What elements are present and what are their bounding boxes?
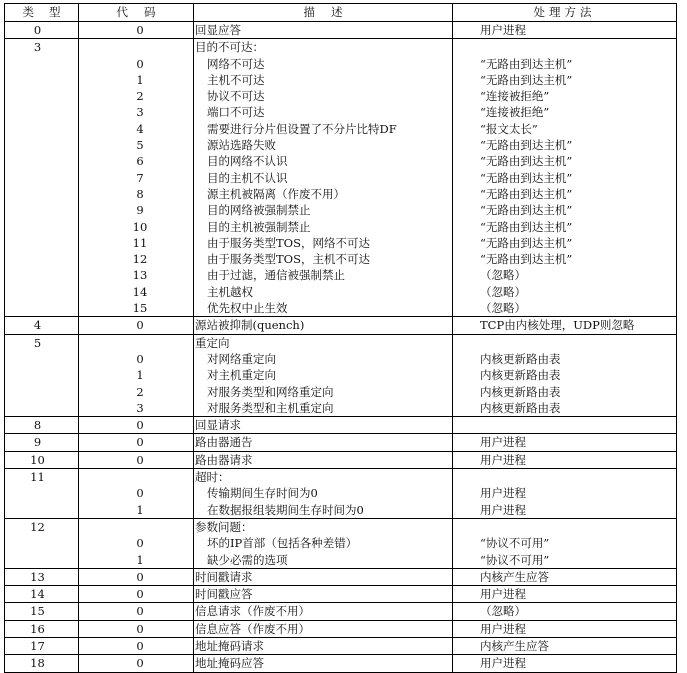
table-row — [5, 137, 677, 153]
header-code: 代码 — [79, 4, 194, 22]
handling-cell: 内核产生应答 — [453, 637, 677, 654]
description-cell: 网络不可达 — [194, 56, 453, 72]
handling-cell: 用户进程 — [453, 451, 677, 468]
type-cell: 15 — [5, 603, 79, 620]
type-cell — [5, 153, 79, 169]
type-cell: 16 — [5, 620, 79, 637]
type-cell — [5, 219, 79, 235]
description-cell: 目的网络不认识 — [194, 153, 453, 169]
handling-cell: “无路由到达主机” — [453, 153, 677, 169]
code-cell: 10 — [79, 219, 194, 235]
table-row — [5, 603, 677, 620]
table-row — [5, 334, 677, 351]
handling-cell: （忽略） — [453, 284, 677, 300]
header-handling: 处理方法 — [453, 4, 677, 22]
type-cell: 0 — [5, 22, 79, 39]
type-cell: 10 — [5, 451, 79, 468]
table-row — [5, 22, 677, 39]
description-cell: 目的不可达： — [194, 39, 453, 56]
description-cell: 参数问题： — [194, 518, 453, 535]
table-row — [5, 451, 677, 468]
handling-cell: “无路由到达主机” — [453, 137, 677, 153]
type-cell — [5, 186, 79, 202]
table-row — [5, 469, 677, 486]
description-cell: 超时： — [194, 469, 453, 486]
handling-cell: （忽略） — [453, 300, 677, 317]
table-row — [5, 434, 677, 451]
table-row — [5, 219, 677, 235]
type-cell: 11 — [5, 469, 79, 486]
type-cell — [5, 284, 79, 300]
table-row — [5, 39, 677, 56]
code-cell: 0 — [79, 655, 194, 672]
table-row — [5, 535, 677, 551]
code-cell: 7 — [79, 170, 194, 186]
table-row — [5, 637, 677, 654]
code-cell — [79, 469, 194, 486]
description-cell: 由于服务类型TOS，主机不可达 — [194, 251, 453, 267]
description-cell: 由于过滤，通信被强制禁止 — [194, 267, 453, 283]
type-cell — [5, 267, 79, 283]
description-cell: 信息请求（作废不用） — [194, 603, 453, 620]
description-cell: 时间戳应答 — [194, 586, 453, 603]
type-cell — [5, 251, 79, 267]
code-cell: 0 — [79, 351, 194, 367]
handling-cell: “报文太长” — [453, 121, 677, 137]
type-cell — [5, 300, 79, 317]
description-cell: 信息应答（作废不用） — [194, 620, 453, 637]
handling-cell: “无路由到达主机” — [453, 72, 677, 88]
handling-cell — [453, 417, 677, 434]
handling-cell: “协议不可用” — [453, 535, 677, 551]
type-cell — [5, 485, 79, 501]
type-cell — [5, 400, 79, 417]
code-cell: 2 — [79, 88, 194, 104]
type-cell — [5, 351, 79, 367]
code-cell: 5 — [79, 137, 194, 153]
handling-cell: 用户进程 — [453, 434, 677, 451]
type-cell: 18 — [5, 655, 79, 672]
handling-cell: TCP由内核处理，UDP则忽略 — [453, 317, 677, 334]
handling-cell: “无路由到达主机” — [453, 219, 677, 235]
code-cell: 0 — [79, 586, 194, 603]
description-cell: 主机越权 — [194, 284, 453, 300]
code-cell: 3 — [79, 400, 194, 417]
description-cell: 路由器请求 — [194, 451, 453, 468]
handling-cell: 内核产生应答 — [453, 568, 677, 585]
table-row — [5, 88, 677, 104]
type-cell: 12 — [5, 518, 79, 535]
handling-cell — [453, 334, 677, 351]
description-cell: 需要进行分片但设置了不分片比特DF — [194, 121, 453, 137]
code-cell — [79, 39, 194, 56]
type-cell — [5, 235, 79, 251]
description-cell: 对主机重定向 — [194, 367, 453, 383]
table-row — [5, 400, 677, 417]
description-cell: 缺少必需的选项 — [194, 552, 453, 569]
table-row — [5, 104, 677, 120]
description-cell: 对服务类型和网络重定向 — [194, 384, 453, 400]
handling-cell: （忽略） — [453, 267, 677, 283]
code-cell: 8 — [79, 186, 194, 202]
handling-cell: “无路由到达主机” — [453, 170, 677, 186]
handling-cell: 内核更新路由表 — [453, 367, 677, 383]
table-row — [5, 568, 677, 585]
table-row — [5, 502, 677, 519]
type-cell — [5, 535, 79, 551]
header-description: 描述 — [194, 4, 453, 22]
description-cell: 主机不可达 — [194, 72, 453, 88]
code-cell: 1 — [79, 367, 194, 383]
description-cell: 目的网络被强制禁止 — [194, 202, 453, 218]
handling-cell: 用户进程 — [453, 620, 677, 637]
code-cell: 0 — [79, 568, 194, 585]
code-cell: 4 — [79, 121, 194, 137]
table-row — [5, 620, 677, 637]
code-cell: 0 — [79, 485, 194, 501]
code-cell: 0 — [79, 434, 194, 451]
table-row — [5, 485, 677, 501]
table-row — [5, 56, 677, 72]
type-cell — [5, 72, 79, 88]
description-cell: 由于服务类型TOS，网络不可达 — [194, 235, 453, 251]
table-body — [5, 22, 677, 673]
description-cell: 协议不可达 — [194, 88, 453, 104]
description-cell: 端口不可达 — [194, 104, 453, 120]
code-cell: 12 — [79, 251, 194, 267]
description-cell: 对服务类型和主机重定向 — [194, 400, 453, 417]
code-cell: 14 — [79, 284, 194, 300]
description-cell: 源主机被隔离（作废不用） — [194, 186, 453, 202]
type-cell — [5, 202, 79, 218]
description-cell: 重定向 — [194, 334, 453, 351]
handling-cell: “无路由到达主机” — [453, 235, 677, 251]
table-row — [5, 251, 677, 267]
table-row — [5, 417, 677, 434]
description-cell: 地址掩码请求 — [194, 637, 453, 654]
type-cell: 4 — [5, 317, 79, 334]
description-cell: 在数据报组装期间生存时间为0 — [194, 502, 453, 519]
type-cell — [5, 552, 79, 569]
description-cell: 目的主机不认识 — [194, 170, 453, 186]
type-cell — [5, 56, 79, 72]
description-cell: 地址掩码应答 — [194, 655, 453, 672]
table-row — [5, 384, 677, 400]
table-header — [5, 4, 677, 22]
code-cell: 0 — [79, 22, 194, 39]
table-row — [5, 351, 677, 367]
type-cell: 3 — [5, 39, 79, 56]
handling-cell: 用户进程 — [453, 655, 677, 672]
table-row — [5, 367, 677, 383]
code-cell: 1 — [79, 502, 194, 519]
type-cell: 5 — [5, 334, 79, 351]
table-row — [5, 121, 677, 137]
description-cell: 对网络重定向 — [194, 351, 453, 367]
handling-cell: （忽略） — [453, 603, 677, 620]
table-row — [5, 552, 677, 569]
code-cell: 0 — [79, 637, 194, 654]
type-cell — [5, 137, 79, 153]
code-cell — [79, 518, 194, 535]
icmp-message-type-table — [4, 3, 677, 673]
code-cell: 0 — [79, 56, 194, 72]
handling-cell: 用户进程 — [453, 586, 677, 603]
table-row — [5, 284, 677, 300]
handling-cell: “无路由到达主机” — [453, 251, 677, 267]
code-cell: 0 — [79, 417, 194, 434]
type-cell — [5, 104, 79, 120]
handling-cell: 用户进程 — [453, 22, 677, 39]
type-cell — [5, 384, 79, 400]
table-row — [5, 153, 677, 169]
code-cell: 6 — [79, 153, 194, 169]
handling-cell: 用户进程 — [453, 502, 677, 519]
code-cell: 1 — [79, 552, 194, 569]
code-cell: 0 — [79, 603, 194, 620]
code-cell: 2 — [79, 384, 194, 400]
header-type: 类型 — [5, 4, 79, 22]
code-cell: 15 — [79, 300, 194, 317]
type-cell — [5, 502, 79, 519]
type-cell: 9 — [5, 434, 79, 451]
handling-cell: 内核更新路由表 — [453, 351, 677, 367]
description-cell: 回显应答 — [194, 22, 453, 39]
handling-cell: “无路由到达主机” — [453, 186, 677, 202]
description-cell: 回显请求 — [194, 417, 453, 434]
code-cell: 0 — [79, 317, 194, 334]
table-row — [5, 300, 677, 317]
table-row — [5, 518, 677, 535]
table-row — [5, 202, 677, 218]
description-cell: 目的主机被强制禁止 — [194, 219, 453, 235]
code-cell: 0 — [79, 620, 194, 637]
type-cell: 8 — [5, 417, 79, 434]
code-cell: 0 — [79, 451, 194, 468]
table-row — [5, 655, 677, 672]
code-cell: 1 — [79, 72, 194, 88]
handling-cell — [453, 469, 677, 486]
table-row — [5, 170, 677, 186]
type-cell: 17 — [5, 637, 79, 654]
description-cell: 坏的IP首部（包括各种差错） — [194, 535, 453, 551]
code-cell: 13 — [79, 267, 194, 283]
handling-cell: “无路由到达主机” — [453, 56, 677, 72]
handling-cell: “连接被拒绝” — [453, 104, 677, 120]
type-cell: 14 — [5, 586, 79, 603]
handling-cell: “协议不可用” — [453, 552, 677, 569]
code-cell: 11 — [79, 235, 194, 251]
type-cell — [5, 170, 79, 186]
handling-cell: “无路由到达主机” — [453, 202, 677, 218]
table-row — [5, 317, 677, 334]
table-row — [5, 235, 677, 251]
description-cell: 源站选路失败 — [194, 137, 453, 153]
handling-cell: 内核更新路由表 — [453, 384, 677, 400]
handling-cell: 内核更新路由表 — [453, 400, 677, 417]
description-cell: 优先权中止生效 — [194, 300, 453, 317]
type-cell: 13 — [5, 568, 79, 585]
handling-cell: 用户进程 — [453, 485, 677, 501]
code-cell: 0 — [79, 535, 194, 551]
handling-cell — [453, 39, 677, 56]
handling-cell: “连接被拒绝” — [453, 88, 677, 104]
table-row — [5, 586, 677, 603]
code-cell — [79, 334, 194, 351]
description-cell: 源站被抑制(quench) — [194, 317, 453, 334]
code-cell: 3 — [79, 104, 194, 120]
table-row — [5, 72, 677, 88]
type-cell — [5, 121, 79, 137]
table-row — [5, 267, 677, 283]
type-cell — [5, 367, 79, 383]
description-cell: 路由器通告 — [194, 434, 453, 451]
type-cell — [5, 88, 79, 104]
description-cell: 时间戳请求 — [194, 568, 453, 585]
table-row — [5, 186, 677, 202]
code-cell: 9 — [79, 202, 194, 218]
handling-cell — [453, 518, 677, 535]
description-cell: 传输期间生存时间为0 — [194, 485, 453, 501]
